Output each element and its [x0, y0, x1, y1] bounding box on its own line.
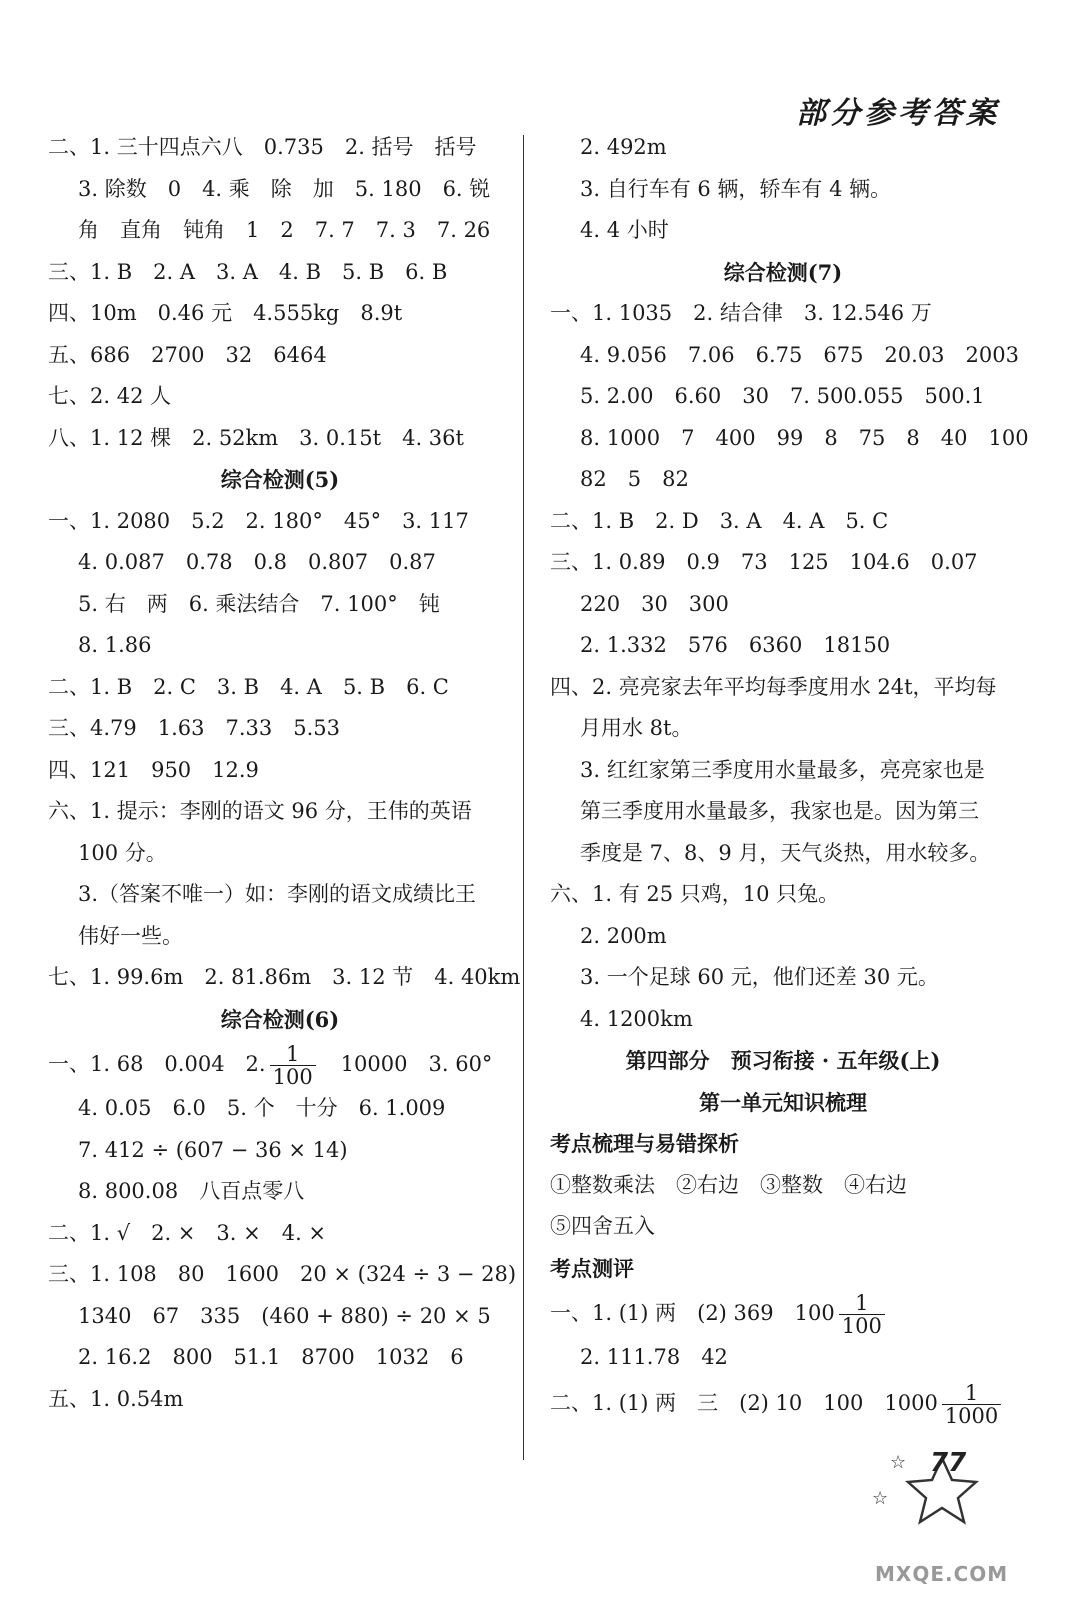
answer-line: 伟好一些。 — [78, 923, 183, 948]
answer-line: 3.（答案不唯一）如：李刚的语文成绩比王 — [78, 882, 477, 906]
answer-line: 2. 111.78 42 — [580, 1345, 728, 1369]
answer-line: 季度是 7、8、9 月，天气炎热，用水较多。 — [580, 840, 991, 865]
answer-line: 二、1. B 2. C 3. B 4. A 5. B 6. C — [48, 674, 449, 699]
answer-line: 8. 1.86 — [78, 633, 152, 657]
section-heading: 第一单元知识梳理 — [699, 1089, 867, 1115]
fraction-numerator: 1 — [839, 1292, 885, 1315]
answer-line: 2. 492m — [580, 135, 667, 159]
fraction-numerator: 1 — [942, 1382, 1001, 1405]
answer-text: 一、1. 68 0.004 2. — [48, 1052, 266, 1076]
answer-line: 2. 200m — [580, 923, 667, 948]
answer-line: 三、1. 0.89 0.9 73 125 104.6 0.07 — [550, 550, 978, 574]
right-column — [550, 127, 1029, 1428]
answer-line: 4. 0.087 0.78 0.8 0.807 0.87 — [78, 550, 436, 574]
answer-line: 3. 自行车有 6 辆，轿车有 4 辆。 — [580, 176, 892, 201]
answer-text: 二、1. (1) 两 三 (2) 10 100 1000 — [550, 1390, 938, 1415]
answer-line: 3. 一个足球 60 元，他们还差 30 元。 — [580, 965, 939, 989]
fraction — [942, 1382, 1001, 1427]
answer-line: ①整数乘法 ②右边 ③整数 ④右边 — [550, 1172, 907, 1197]
answer-line: 四、2. 亮亮家去年平均每季度用水 24t，平均每 — [550, 674, 997, 699]
answer-line: 七、2. 42 人 — [48, 384, 172, 408]
answer-line: 82 5 82 — [580, 467, 689, 491]
answer-line: 7. 412 ÷ (607 − 36 × 14) — [78, 1137, 348, 1162]
answer-line: 1340 67 335 (460 + 880) ÷ 20 × 5 — [78, 1303, 491, 1328]
page-number: 77 — [930, 1448, 967, 1478]
subsection-heading: 考点测评 — [550, 1255, 634, 1281]
answer-line: 六、1. 有 25 只鸡，10 只兔。 — [550, 882, 840, 906]
fraction — [839, 1292, 885, 1337]
fraction-denominator: 100 — [272, 1065, 313, 1089]
answer-line: 一、1. 2080 5.2 2. 180° 45° 3. 117 — [48, 508, 469, 533]
column-divider — [523, 135, 524, 1460]
answer-line: 3. 除数 0 4. 乘 除 加 5. 180 6. 锐 — [78, 176, 491, 201]
fraction-denominator: 100 — [841, 1314, 882, 1338]
answer-line: ⑤四舍五入 — [550, 1214, 655, 1238]
answer-line: 4. 0.05 6.0 5. 个 十分 6. 1.009 — [78, 1096, 446, 1120]
answer-line: 六、1. 提示：李刚的语文 96 分，王伟的英语 — [48, 799, 472, 823]
section-heading: 综合检测(7) — [723, 259, 843, 285]
answer-line: 2. 1.332 576 6360 18150 — [580, 633, 891, 657]
answer-line: 4. 1200km — [580, 1006, 693, 1031]
page-header-title: 部分参考答案 — [796, 96, 1000, 131]
answer-line: 七、1. 99.6m 2. 81.86m 3. 12 节 4. 40km — [48, 965, 521, 989]
answer-line: 4. 4 小时 — [580, 218, 669, 242]
answer-line: 8. 800.08 八百点零八 — [78, 1179, 305, 1203]
answer-text: 10000 3. 60° — [319, 1052, 493, 1076]
answer-line: 220 30 300 — [580, 591, 729, 616]
answer-line: 二、1. B 2. D 3. A 4. A 5. C — [550, 508, 889, 533]
answer-line: 5. 右 两 6. 乘法结合 7. 100° 钝 — [78, 591, 440, 616]
answer-line: 4. 9.056 7.06 6.75 675 20.03 2003 — [580, 342, 1019, 367]
fraction — [270, 1043, 316, 1088]
watermark: MXQE.COM — [875, 1562, 1009, 1586]
small-star-icon: ☆ — [890, 1452, 907, 1473]
fraction-denominator: 1000 — [944, 1403, 999, 1428]
answer-line: 四、10m 0.46 元 4.555kg 8.9t — [48, 301, 403, 325]
answer-line: 三、1. 108 80 1600 20 × (324 ÷ 3 − 28) — [48, 1262, 517, 1286]
fraction-numerator: 1 — [270, 1043, 316, 1066]
answer-line: 第三季度用水量最多，我家也是。因为第三 — [580, 799, 979, 823]
answer-line: 月用水 8t。 — [580, 716, 693, 740]
answer-line: 5. 2.00 6.60 30 7. 500.055 500.1 — [580, 384, 985, 408]
answer-text: 一、1. (1) 两 (2) 369 100 — [550, 1301, 835, 1325]
answer-line: 2. 16.2 800 51.1 8700 1032 6 — [78, 1345, 464, 1369]
section-heading: 综合检测(6) — [220, 1006, 340, 1032]
small-star-icon: ☆ — [872, 1488, 889, 1509]
answer-line: 二、1. 三十四点六八 0.735 2. 括号 括号 — [48, 135, 477, 159]
answer-line: 三、4.79 1.63 7.33 5.53 — [48, 716, 341, 740]
answer-line: 角 直角 钝角 1 2 7. 7 7. 3 7. 26 — [78, 218, 491, 242]
answer-line — [48, 1040, 512, 1088]
section-heading: 第四部分 预习衔接 · 五年级(上) — [625, 1048, 941, 1073]
answer-line: 二、1. √ 2. × 3. × 4. × — [48, 1220, 327, 1245]
left-column — [48, 127, 521, 1420]
answer-line: 五、1. 0.54m — [48, 1386, 184, 1411]
answer-line — [550, 1379, 1016, 1427]
answer-line: 四、121 950 12.9 — [48, 757, 259, 782]
answer-line: 3. 红红家第三季度用水量最多，亮亮家也是 — [580, 757, 985, 782]
answer-line: 100 分。 — [78, 840, 167, 865]
subsection-heading: 考点梳理与易错探析 — [550, 1131, 739, 1156]
answer-line: 五、686 2700 32 6464 — [48, 342, 327, 367]
answer-line: 八、1. 12 棵 2. 52km 3. 0.15t 4. 36t — [48, 425, 464, 450]
answer-line: 一、1. 1035 2. 结合律 3. 12.546 万 — [550, 301, 932, 325]
answer-line: 8. 1000 7 400 99 8 75 8 40 100 — [580, 425, 1029, 450]
answer-line: 三、1. B 2. A 3. A 4. B 5. B 6. B — [48, 259, 448, 284]
section-heading: 综合检测(5) — [220, 467, 340, 492]
answer-line — [550, 1289, 1016, 1337]
